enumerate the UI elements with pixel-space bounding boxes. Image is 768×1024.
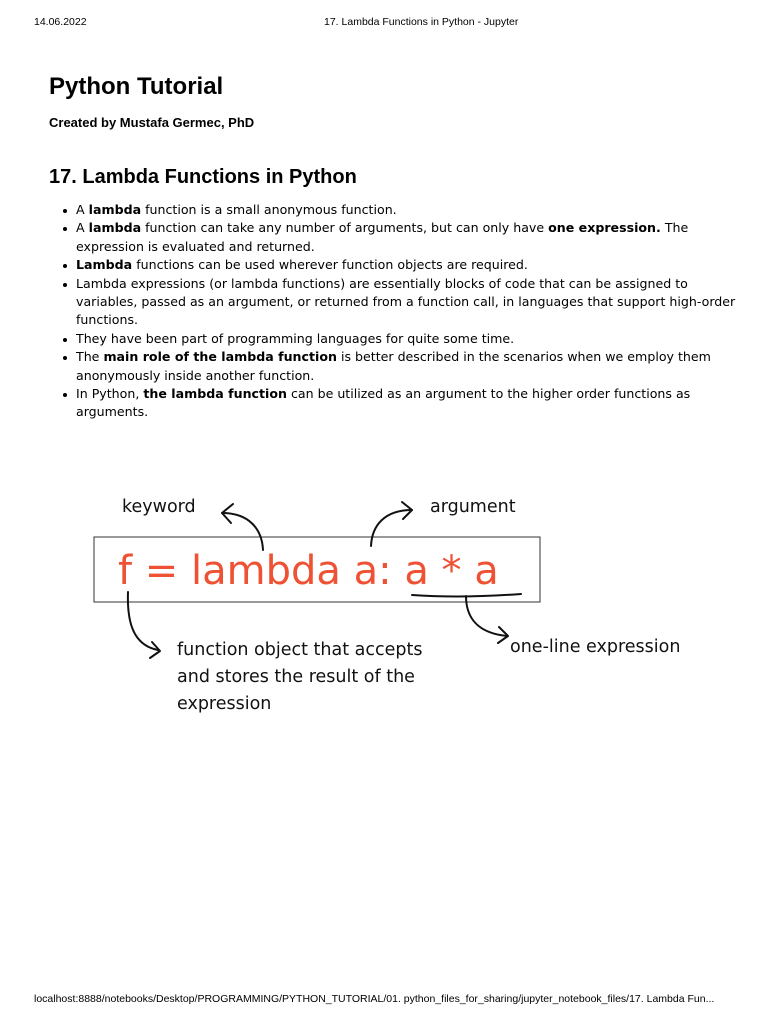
bullet-item <box>76 219 736 256</box>
lambda-code-text: f = lambda a: a * a <box>118 548 499 594</box>
section-title: 17. Lambda Functions in Python <box>49 166 357 188</box>
lambda-diagram-svg <box>0 480 768 740</box>
bullet-text: Lambda expressions (or lambda functions) are essentially blocks of code that can be assigned to variables, passed as an argument, or returned from a function call, in languages that support high-order functions. <box>76 275 736 328</box>
author-line: Created by Mustafa Germec, PhD <box>49 115 255 130</box>
page-title: Python Tutorial <box>49 73 224 100</box>
print-date: 14.06.2022 <box>34 16 87 28</box>
bullet-bold-text: Lambda <box>76 257 133 273</box>
bullet-text: is better described in the scenarios when we employ them anonymously inside another function. <box>76 349 711 383</box>
print-page-title: 17. Lambda Functions in Python - Jupyter <box>324 16 519 28</box>
bullet-text: function can take any number of arguments, but can only have <box>141 220 549 236</box>
bullet-bold-text: lambda <box>88 202 142 217</box>
function-object-label-line-2: and stores the result of the <box>177 667 415 687</box>
print-footer <box>34 993 736 1009</box>
bullet-text: function is a small anonymous function. <box>141 202 397 217</box>
print-header <box>34 16 734 32</box>
bullet-text: functions can be used wherever function objects are required. <box>132 257 528 273</box>
function-object-label-line-1: function object that accepts <box>177 640 423 660</box>
bullet-bold-text: the lambda function <box>143 386 287 402</box>
bullet-item <box>76 348 736 385</box>
bullet-item <box>76 330 736 348</box>
bullet-text: can be utilized as an argument to the higher order functions as arguments. <box>76 386 691 420</box>
bullet-bold-text: main role of the lambda function <box>103 349 337 365</box>
bullet-item <box>76 201 736 219</box>
lambda-syntax-diagram <box>0 480 768 740</box>
bullet-text: The <box>76 349 104 365</box>
function-object-label-line-3: expression <box>177 694 272 714</box>
bullet-bold-text: one expression. <box>548 220 661 236</box>
print-url: localhost:8888/notebooks/Desktop/PROGRAMMING/PYTHON_TUTORIAL/01. python_files_for_sharing/jupyter_notebook_files/17. Lambda Fun... <box>34 993 715 1005</box>
bullet-text: A <box>76 202 89 217</box>
keyword-label: keyword <box>122 497 196 517</box>
bullet-bold-text: lambda <box>88 220 142 236</box>
bullet-text: A <box>76 220 89 236</box>
bullet-item <box>76 275 736 330</box>
bullet-text: In Python, <box>76 386 144 402</box>
one-line-expression-label: one-line expression <box>510 637 681 657</box>
bullet-list <box>76 201 736 422</box>
bullet-text: They have been part of programming languages for quite some time. <box>76 330 515 346</box>
bullet-item <box>76 256 736 274</box>
argument-label: argument <box>430 497 516 517</box>
bullet-text: The expression is evaluated and returned. <box>76 220 689 254</box>
bullet-item <box>76 385 736 422</box>
